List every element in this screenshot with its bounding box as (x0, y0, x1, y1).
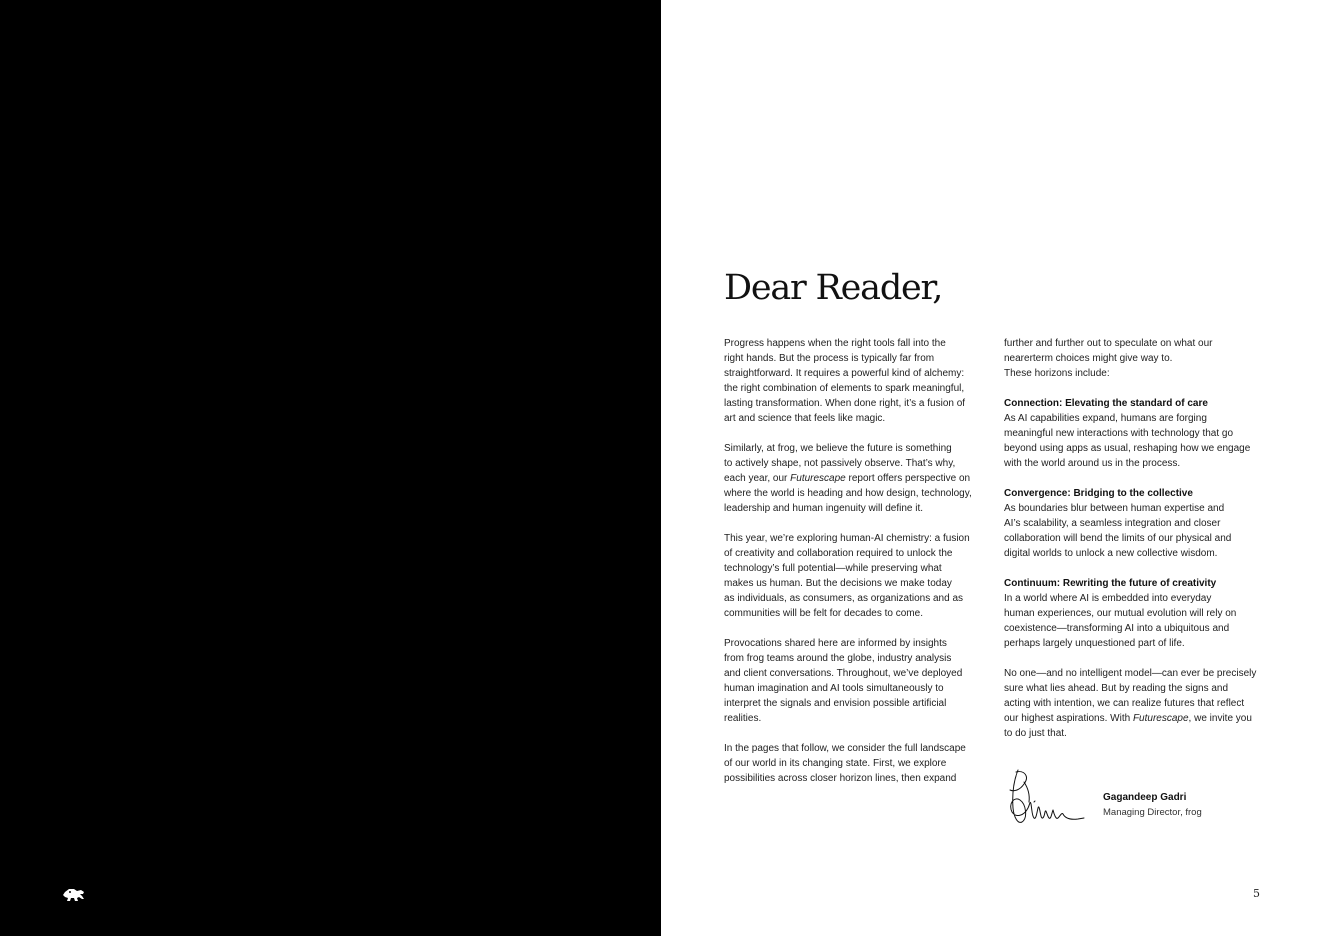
paragraph: This year, we’re exploring human-AI chemistry: a fusion of creativity and collaboration required to unlock the technology’s full potential—while preserving what makes us human. But the decisions we make today as individuals, as consumers, as organizations and as communities will be felt for decades to come. (724, 533, 970, 619)
left-column (724, 336, 978, 786)
paragraph: Progress happens when the right tools fall into the right hands. But the process is typically far from straightforward. It requires a powerful kind of alchemy: the right combination of elements to spark meaningful, lasting transformation. When done right, it’s a fusion of art and science that feels like magic. (724, 338, 966, 424)
report-title-italic: Futurescape (1132, 713, 1189, 724)
horizon-continuum (1004, 576, 1262, 651)
right-column (1004, 336, 1262, 741)
black-panel (0, 0, 661, 936)
signer-block (1103, 790, 1202, 820)
paragraph: further and further out to speculate on what our nearerterm choices might give way to. These horizons include: (1004, 338, 1213, 379)
paragraph: As boundaries blur between human expertise and AI’s scalability, a seamless integration and closer collaboration will bend the limits of our physical and digital worlds to unlock a new collective wisdom. (1004, 503, 1232, 559)
section-heading: Connection: Elevating the standard of care (1004, 398, 1208, 409)
paragraph: No one—and no intelligent model—can ever be precisely sure what lies ahead. But by reading the signs and acting with intention, we can realize futures that reflect our highest aspirations. With Futurescape, we invite you to do just that. (1004, 668, 1257, 739)
signer-title: Managing Director, frog (1103, 807, 1202, 818)
letter-page (661, 0, 1323, 936)
page-title: Dear Reader, (724, 268, 943, 308)
paragraph: As AI capabilities expand, humans are forging meaningful new interactions with technology that go beyond using apps as usual, reshaping how we engage with the world around us in the process. (1004, 413, 1251, 469)
horizon-connection (1004, 396, 1262, 471)
report-title-italic: Futurescape (790, 473, 846, 484)
signature-icon (1004, 764, 1086, 828)
horizon-convergence (1004, 486, 1262, 561)
paragraph: Provocations shared here are informed by insights from frog teams around the globe, industry analysis and client conversations. Throughout, we’ve deployed human imagination and AI tools simultaneously to interpret the signals and envision possible artificial realities. (724, 638, 963, 724)
section-heading: Continuum: Rewriting the future of creativity (1004, 578, 1217, 589)
signer-name: Gagandeep Gadri (1103, 792, 1187, 803)
page-number: 5 (1253, 887, 1260, 900)
section-heading: Convergence: Bridging to the collective (1004, 488, 1193, 499)
paragraph: Similarly, at frog, we believe the future is something to actively shape, not passively observe. That’s why, each year, our Futurescape report offers perspective on where the world is heading and how design, technology, leadership and human ingenuity will define it. (724, 443, 972, 514)
paragraph: In the pages that follow, we consider the full landscape of our world in its changing state. First, we explore possibilities across closer horizon lines, then expand (724, 743, 966, 784)
frog-logo-icon (62, 886, 86, 904)
paragraph: In a world where AI is embedded into everyday human experiences, our mutual evolution will rely on coexistence—transforming AI into a ubiquitous and perhaps largely unquestioned part of life. (1004, 593, 1237, 649)
